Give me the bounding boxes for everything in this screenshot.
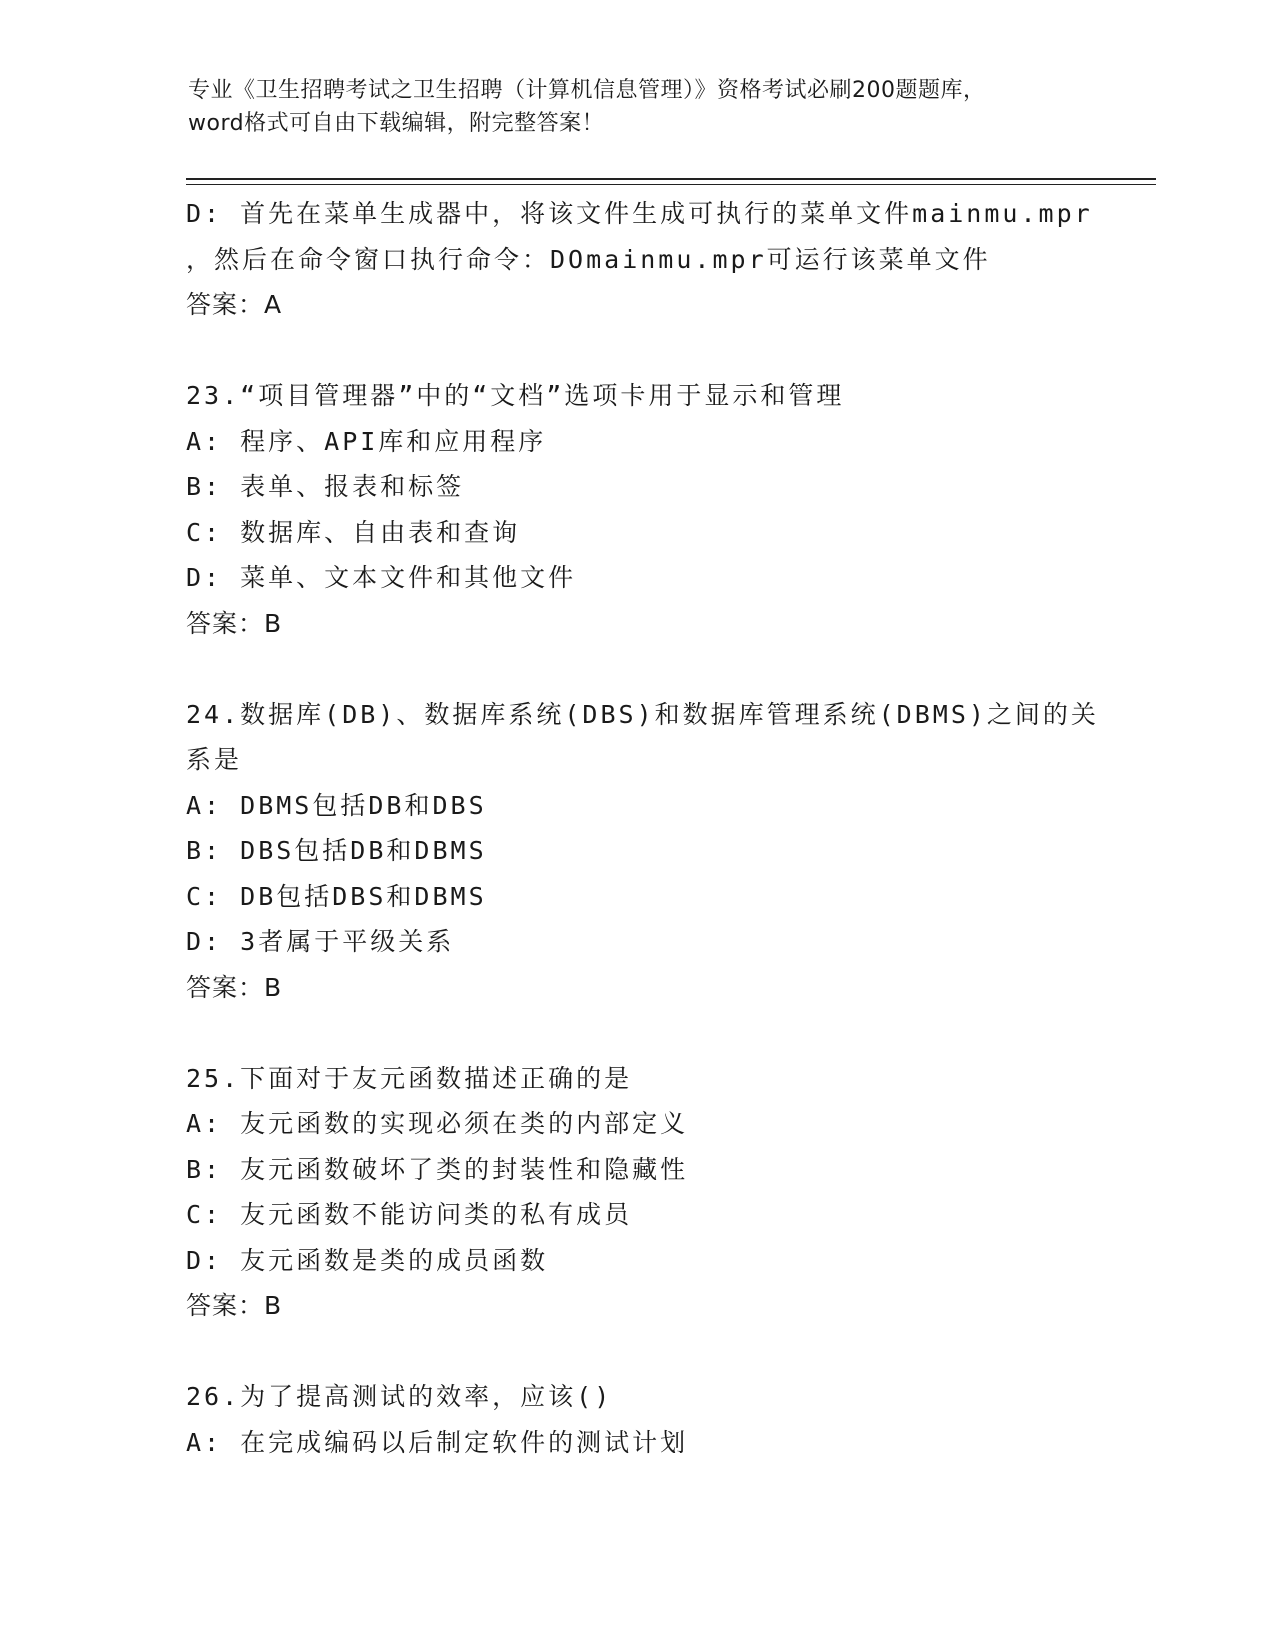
option-a: A: DBMS包括DB和DBS xyxy=(186,790,487,820)
header-title-line1: 专业《卫生招聘考试之卫生招聘（计算机信息管理）》资格考试必刷200题题库， xyxy=(188,78,986,103)
option-b: B: 表单、报表和标签 xyxy=(186,472,465,501)
option-d: D: 3者属于平级关系 xyxy=(186,927,455,956)
option-c: C: 友元函数不能访问类的私有成员 xyxy=(186,1200,633,1229)
option-c: C: DB包括DBS和DBMS xyxy=(186,881,487,911)
option-d-continued: ，然后在命令窗口执行命令：DOmainmu.mpr可运行该菜单文件 xyxy=(186,244,991,274)
question-23 xyxy=(186,373,1086,646)
spacer xyxy=(186,1329,1086,1375)
header-title-line2: word格式可自由下载编辑，附完整答案！ xyxy=(188,111,605,136)
option-c: C: 数据库、自由表和查询 xyxy=(186,517,521,547)
question-26 xyxy=(186,1374,1086,1465)
option-d: D: 首先在菜单生成器中，将该文件生成可执行的菜单文件mainmu.mpr xyxy=(186,199,1093,228)
header-divider-thick xyxy=(186,178,1156,180)
answer: 答案：B xyxy=(186,972,283,1002)
question-text: 25.下面对于友元函数描述正确的是 xyxy=(186,1063,633,1093)
question-25 xyxy=(186,1056,1086,1329)
option-b: B: 友元函数破坏了类的封装性和隐藏性 xyxy=(186,1154,689,1184)
question-text: 26.为了提高测试的效率，应该() xyxy=(186,1382,613,1411)
option-a: A: 在完成编码以后制定软件的测试计划 xyxy=(186,1427,689,1457)
option-b: B: DBS包括DB和DBMS xyxy=(186,836,487,865)
question-text-continued: 系是 xyxy=(186,745,243,774)
spacer xyxy=(186,646,1086,692)
header-divider-thin xyxy=(186,184,1156,185)
document-header xyxy=(188,74,1088,140)
question-text: 23.“项目管理器”中的“文档”选项卡用于显示和管理 xyxy=(186,381,845,410)
option-d: D: 菜单、文本文件和其他文件 xyxy=(186,563,577,592)
question-text: 24.数据库(DB)、数据库系统(DBS)和数据库管理系统(DBMS)之间的关 xyxy=(186,699,1099,729)
answer: 答案：B xyxy=(186,1291,283,1320)
option-a: A: 友元函数的实现必须在类的内部定义 xyxy=(186,1109,689,1138)
answer: 答案：A xyxy=(186,290,283,319)
question-list xyxy=(186,191,1099,1465)
previous-question-tail xyxy=(186,191,1093,328)
spacer xyxy=(186,1010,1086,1056)
option-a: A: 程序、API库和应用程序 xyxy=(186,426,547,456)
option-d: D: 友元函数是类的成员函数 xyxy=(186,1245,549,1275)
answer: 答案：B xyxy=(186,608,283,638)
question-24 xyxy=(186,692,1099,1011)
spacer xyxy=(186,328,1086,374)
